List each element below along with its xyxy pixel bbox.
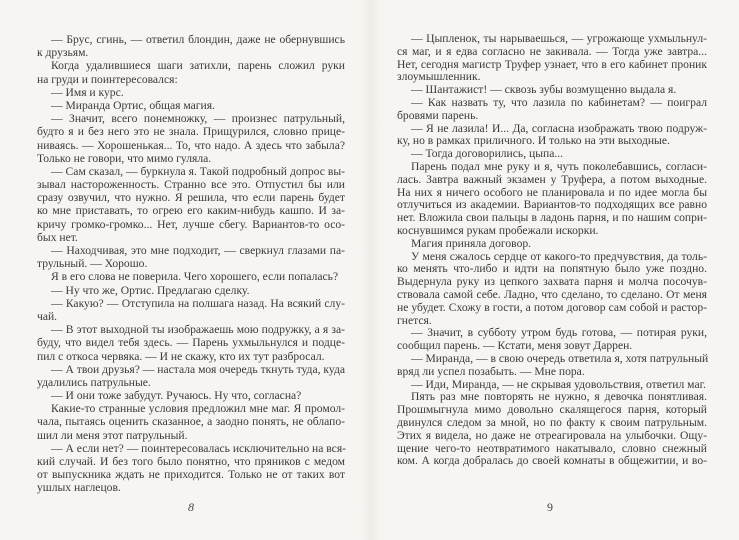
paragraph xyxy=(397,123,707,149)
text-line: — Значит, в субботу утром будь готова, — потирая руки, xyxy=(411,326,707,340)
text-line: будто я и без него это не знала. Прищурился, словно прице- xyxy=(37,125,345,139)
text-line: пил с откоса червяка. — И не скажу, кто их тут разбросал. xyxy=(37,349,325,363)
text-line: — А твои друзья? — настала моя очередь ткнуть туда, куда xyxy=(51,362,345,376)
text-line: — Иди, Миранда, — не скрывая удовольствия, ответил маг. xyxy=(411,377,706,391)
paragraph xyxy=(37,270,345,283)
paragraph xyxy=(37,99,345,112)
text-line: злоумышленник. xyxy=(397,70,481,84)
text-line: Этих я видела, но даже не отреагировала на улыбочки. Ощу- xyxy=(397,428,707,442)
book-gutter xyxy=(362,0,380,540)
text-line: — Тогда договорились, цыпа... xyxy=(411,147,564,161)
text-line: ком. А когда добралась до своей комнаты в общежитии, и во- xyxy=(397,454,707,468)
paragraph xyxy=(37,86,345,99)
text-line: чала, пытаясь оценить сказанное, а заодно понять, не облапо- xyxy=(37,415,345,429)
paragraph xyxy=(397,327,707,353)
paragraph xyxy=(397,251,707,328)
paragraph xyxy=(37,297,345,323)
paragraph xyxy=(397,33,707,84)
text-line: — Какую? — Отступила на полшага назад. На всякий слу- xyxy=(51,296,345,310)
text-line: Какие-то странные условия предложил мне маг. Я промол- xyxy=(51,402,345,416)
text-line: — И они тоже забудут. Ручаюсь. Ну что, согласна? xyxy=(51,389,302,403)
paragraph xyxy=(397,391,707,468)
paragraph xyxy=(37,442,345,495)
page-number-right: 9 xyxy=(547,500,553,514)
text-line: трульный. — Хорошо. xyxy=(37,257,148,271)
text-line: не убудет. Схожу в гости, а потом договор сам собой и растор- xyxy=(397,300,707,314)
text-line: — Миранда Ортис, общая магия. xyxy=(51,98,215,112)
text-line: Нет, сегодня магистр Труфер узнает, что в его кабинет проник xyxy=(397,57,707,71)
text-line: — Как назвать ту, что лазила по кабинетам? — поиграл xyxy=(411,95,707,109)
text-line: — Сам сказал, — буркнула я. Такой подробный допрос вы- xyxy=(51,164,345,178)
paragraph xyxy=(397,353,707,379)
text-line: — А если нет? — поинтересовалась исключительно на вся- xyxy=(51,441,347,455)
text-line: Пять раз мне повторять не нужно, я девочка понятливая. xyxy=(411,390,707,404)
paragraph xyxy=(37,284,345,297)
text-line: буду, что видел тебя здесь. — Парень ухмыльнулся и подце- xyxy=(37,336,345,350)
text-line: отлучиться из академии. Вариантов-то подходящих все равно xyxy=(397,198,707,212)
paragraph xyxy=(37,33,345,59)
text-line: Только не говори, что мимо гуляла. xyxy=(37,151,212,165)
text-line: сразу озвучил, что нужно. Я решила, что если парень будет xyxy=(37,191,345,205)
text-line: Прошмыгнула мимо довольно скалящегося парня, который xyxy=(397,403,707,417)
page-number-left: 8 xyxy=(188,500,194,514)
text-line: Парень подал мне руку и я, чуть поколебавшись, согласи- xyxy=(411,159,707,173)
text-line: — Я не лазила! И... Да, согласна изображать твою подруж- xyxy=(411,121,707,135)
text-line: ушлых наглецов. xyxy=(37,481,121,495)
text-line: бых нет. xyxy=(37,230,78,244)
text-line: бровями парень. xyxy=(397,108,479,122)
paragraph xyxy=(37,244,345,270)
text-line: У меня сжалось сердце от какого-то предчувствия, да толь- xyxy=(411,249,707,263)
text-line: ку, но в рамках приличного. И только на эти выходные. xyxy=(397,134,670,148)
paragraph xyxy=(37,59,345,85)
text-line: — Находчивая, это мне подходит, — сверкнул глазами па- xyxy=(51,244,345,257)
text-line: ся маг, и я едва согласно не закивала. — Тогда уже завтра... xyxy=(397,44,707,58)
text-line: — Значит, всего понемножку, — произнес патрульный, xyxy=(51,112,345,126)
text-line: ниваясь. — Хорошенькая... То, что надо. А здесь что забыла? xyxy=(37,138,345,152)
paragraph xyxy=(37,165,345,244)
text-line: Я в его слова не поверила. Чего хорошего, если попалась? xyxy=(51,270,339,284)
page-left-text xyxy=(37,33,345,495)
text-line: на груди и поинтересовался: xyxy=(37,72,178,86)
text-line: кий случай. И без того было понятно, что пряников с медом xyxy=(37,455,345,468)
page-right-text xyxy=(397,33,707,468)
text-line: коснувшимся рукам пробежали искорки. xyxy=(397,223,599,237)
text-line: сообщил парень. — Кстати, меня зовут Даррен. xyxy=(397,339,633,353)
text-line: ко менять что-либо и идти на попятную было уже поздно. xyxy=(397,262,707,276)
text-line: кричу громко-громко... Нет, лучше сбегу. Вариантов-то осо- xyxy=(37,217,345,231)
paragraph xyxy=(397,161,707,238)
text-line: На них я ничего особого не планировала и по идее могла бы xyxy=(397,185,707,199)
text-line: лась. Завтра важный экзамен у Труфера, а потом выходные. xyxy=(397,172,707,186)
paragraph xyxy=(37,112,345,165)
text-line: — В этот выходной ты изображаешь мою подружку, а я за- xyxy=(51,323,345,337)
text-line: — Брус, сгинь, — ответил блондин, даже не обернувшись xyxy=(51,33,345,46)
text-line: — Шантажист! — сквозь зубы возмущенно выдала я. xyxy=(411,83,677,97)
text-line: вряд ли успел позабыть. — Мне пора. xyxy=(397,364,585,378)
text-line: гнется. xyxy=(397,313,432,327)
text-line: от выпускника ждать не приходится. Только не от таких вот xyxy=(37,468,345,482)
text-line: щение чего-то неотвратимого накатывало, словно снежный xyxy=(397,441,707,455)
paragraph xyxy=(37,323,345,363)
text-line: ствовала самой себе. Ладно, что сделано, то сделано. От меня xyxy=(397,287,707,301)
text-line: чай. xyxy=(37,309,58,323)
text-line: — Ну что же, Ортис. Предлагаю сделку. xyxy=(51,283,250,297)
text-line: к друзьям. xyxy=(37,46,89,60)
text-line: — Имя и курс. xyxy=(51,85,124,99)
text-line: Магия приняла договор. xyxy=(411,236,532,250)
text-line: Когда удалившиеся шаги затихли, парень сложил руки xyxy=(51,59,345,73)
paragraph xyxy=(397,97,707,123)
paragraph xyxy=(37,402,345,442)
text-line: Выдернула руку из цепкого захвата парня и молча посочув- xyxy=(397,275,707,289)
text-line: ко мне приставать, то огрею его каким-нибудь кашпо. И за- xyxy=(37,204,345,218)
text-line: двинулся следом за мной, но по факту к своим патрульным. xyxy=(397,415,707,429)
paragraph xyxy=(397,238,707,251)
text-line: шил ли меня этот патрульный. xyxy=(37,428,188,442)
text-line: нет. Вложила свои пальцы в ладонь парня, и по нашим сопри- xyxy=(397,211,707,225)
text-line: зывал настороженность. Странно все это. Отпустил бы или xyxy=(37,178,345,192)
paragraph xyxy=(37,363,345,389)
paragraph xyxy=(37,389,345,402)
text-line: — Цыпленок, ты нарываешься, — угрожающе ухмыльнул- xyxy=(411,32,707,45)
text-line: удалились патрульные. xyxy=(37,375,151,389)
text-line: — Миранда, — в свою очередь ответила я, хотя патрульный xyxy=(411,351,709,365)
